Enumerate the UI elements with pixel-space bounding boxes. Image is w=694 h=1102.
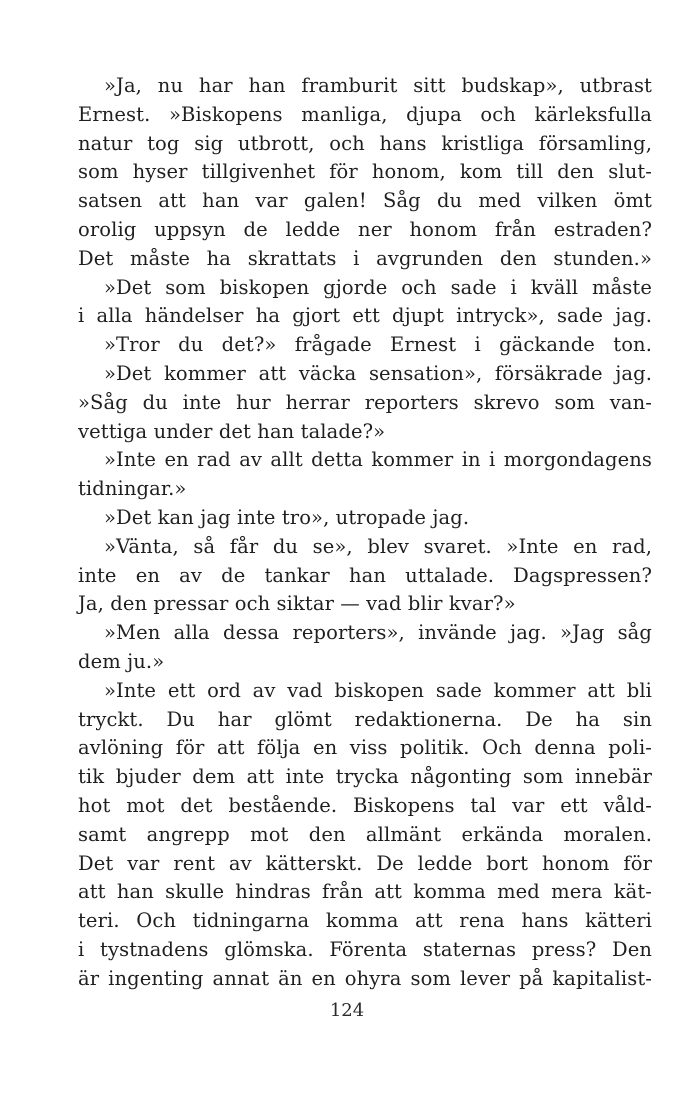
text-line: hot mot det bestående. Biskopens tal var ett våld- — [78, 793, 652, 817]
text-line: tidningar.» — [78, 477, 187, 501]
text-line: »Det kan jag inte tro», utropade jag. — [104, 505, 470, 529]
text-line: tik bjuder dem att inte trycka någonting som innebär — [78, 765, 652, 789]
text-line: natur tog sig utbrott, och hans kristliga församling, — [78, 131, 652, 155]
page-number: 124 — [329, 1000, 365, 1021]
text-line: »Det som biskopen gjorde och sade i kväll måste — [104, 275, 652, 299]
text-line: »Tror du det?» frågade Ernest i gäckande ton. — [104, 333, 652, 357]
text-line: »Inte en rad av allt detta kommer in i morgondagens — [104, 448, 652, 472]
text-line: Ja, den pressar och siktar — vad blir kvar?» — [78, 592, 516, 616]
text-line: vettiga under det han talade?» — [78, 419, 386, 443]
text-line: i alla händelser ha gjort ett djupt intryck», sade jag. — [78, 304, 652, 328]
text-line: »Såg du inte hur herrar reporters skrevo som van- — [78, 390, 652, 414]
text-line: samt angrepp mot den allmänt erkända moralen. — [78, 822, 652, 846]
text-line: Det var rent av kätterskt. De ledde bort honom för — [78, 851, 652, 875]
text-line: tryckt. Du har glömt redaktionerna. De ha sin — [78, 707, 652, 731]
text-line: »Inte ett ord av vad biskopen sade kommer att bli — [104, 678, 652, 702]
text-line: inte en av de tankar han uttalade. Dagspressen? — [78, 563, 652, 587]
text-line: »Det kommer att väcka sensation», försäkrade jag. — [104, 361, 652, 385]
text-line: avlöning för att följa en viss politik. Och denna poli- — [78, 736, 652, 760]
body-text — [78, 72, 652, 994]
text-line: som hyser tillgivenhet för honom, kom till den slut- — [78, 160, 652, 184]
text-line: Ernest. »Biskopens manliga, djupa och kärleksfulla — [78, 102, 652, 126]
text-line: »Ja, nu har han framburit sitt budskap», utbrast — [104, 74, 652, 97]
text-line: dem ju.» — [78, 649, 165, 673]
text-line: i tystnadens glömska. Förenta staternas press? Den — [78, 937, 652, 961]
text-line: Det måste ha skrattats i avgrunden den stunden.» — [78, 246, 652, 270]
text-line: är ingenting annat än en ohyra som lever på kapitalist- — [78, 966, 652, 990]
text-line: satsen att han var galen! Såg du med vilken ömt — [78, 189, 652, 213]
text-line: teri. Och tidningarna komma att rena hans kätteri — [78, 909, 652, 933]
text-line: »Vänta, så får du se», blev svaret. »Inte en rad, — [104, 534, 652, 558]
text-line: orolig uppsyn de ledde ner honom från estraden? — [78, 217, 652, 241]
text-line: »Men alla dessa reporters», invände jag. »Jag såg — [104, 621, 652, 645]
text-line: att han skulle hindras från att komma med mera kät- — [78, 880, 652, 904]
